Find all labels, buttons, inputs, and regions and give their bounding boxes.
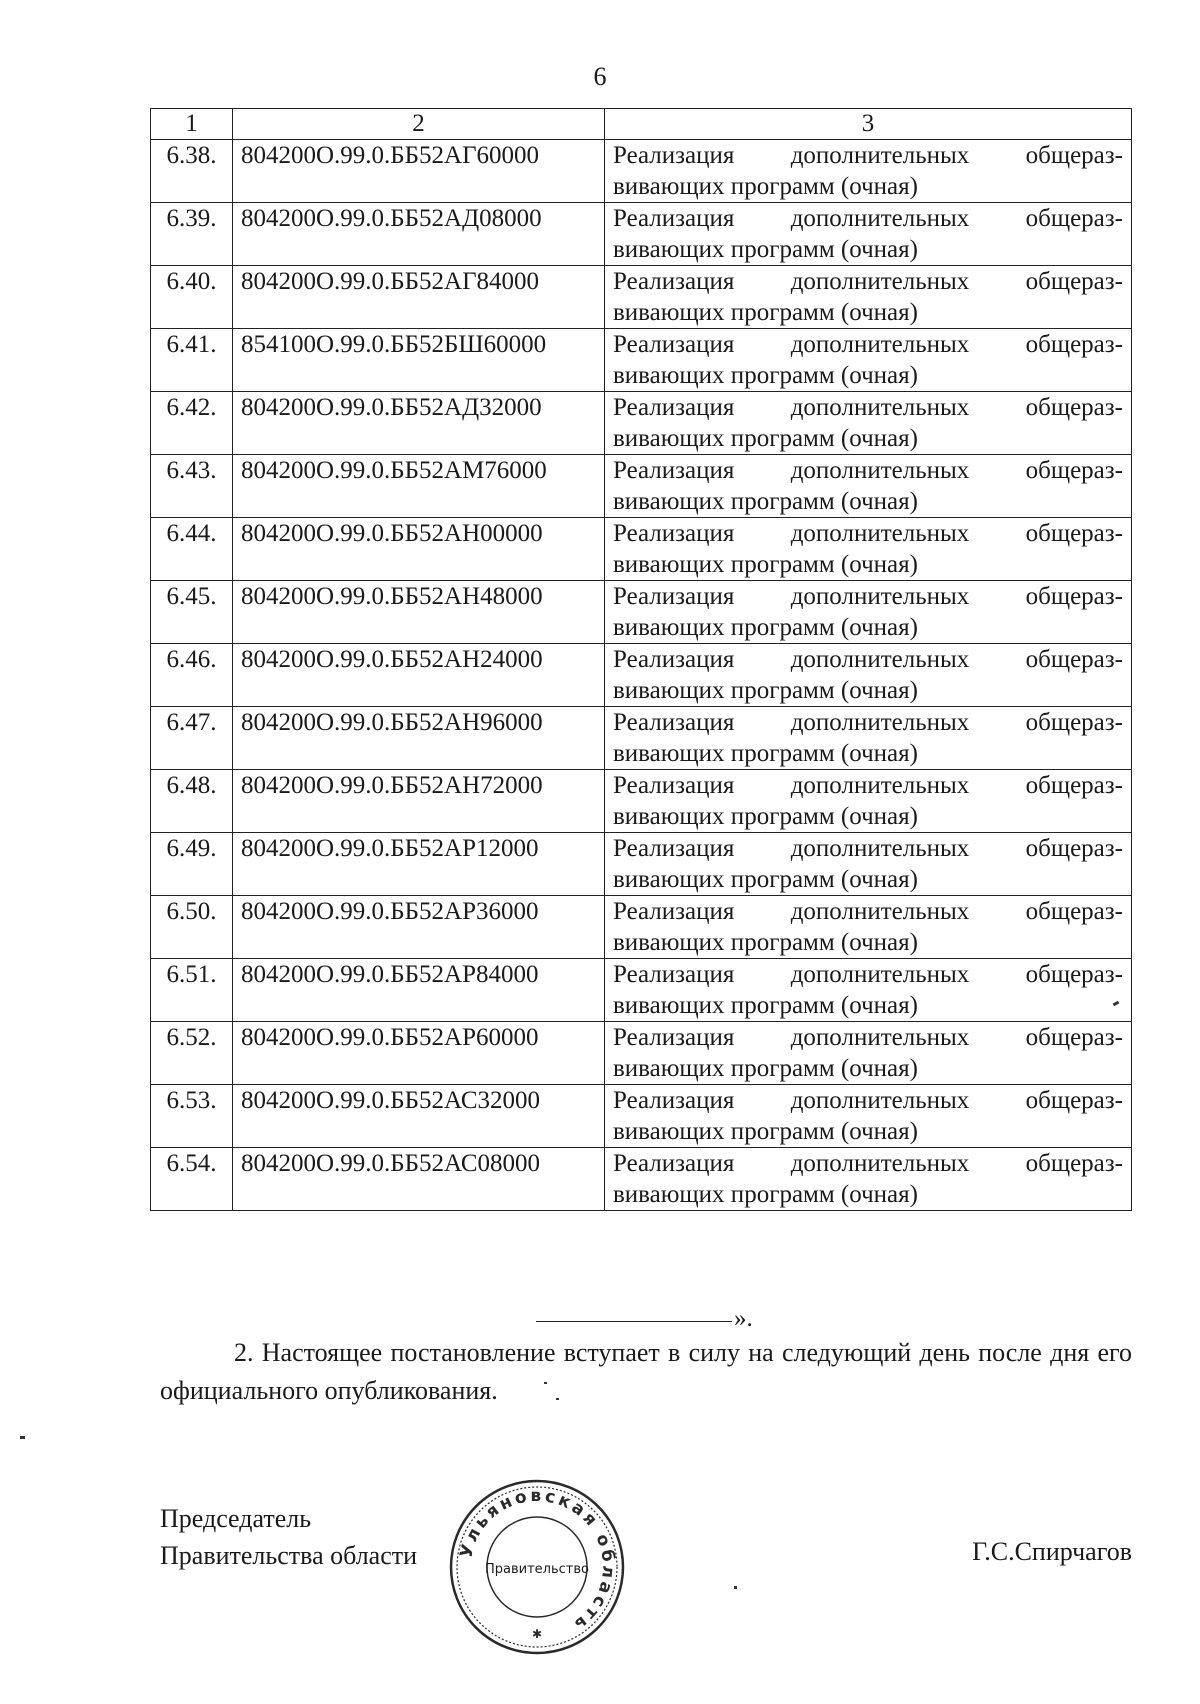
description-line1 [613, 770, 1123, 801]
row-number: 6.41. [151, 329, 233, 392]
description-word: Реализация [613, 1150, 735, 1177]
row-number: 6.43. [151, 455, 233, 518]
row-code: 804200О.99.0.ББ52АН00000 [233, 518, 605, 581]
table-row [151, 329, 1132, 392]
description-line1 [613, 1085, 1123, 1116]
description-word: Реализация [613, 331, 735, 358]
description-word: Реализация [613, 394, 735, 421]
effective-date-paragraph: 2. Настоящее постановление вступает в силу на следующий день после дня его официального опубликования. [160, 1338, 1132, 1405]
description-word: Реализация [613, 835, 735, 862]
description-word: Реализация [613, 205, 735, 232]
description-word: дополнительных [790, 142, 970, 169]
row-number: 6.39. [151, 203, 233, 266]
row-description [605, 1148, 1132, 1211]
table-row [151, 1148, 1132, 1211]
description-word: общераз- [1025, 142, 1123, 169]
row-code: 804200О.99.0.ББ52АР36000 [233, 896, 605, 959]
description-word: общераз- [1025, 772, 1123, 799]
row-description [605, 581, 1132, 644]
row-description [605, 707, 1132, 770]
row-code: 804200О.99.0.ББ52АР84000 [233, 959, 605, 1022]
closing-rule [536, 1321, 732, 1322]
scan-speck [20, 1436, 25, 1439]
row-code: 804200О.99.0.ББ52АД08000 [233, 203, 605, 266]
description-word: общераз- [1025, 1087, 1123, 1114]
row-description [605, 1085, 1132, 1148]
row-code: 804200О.99.0.ББ52АГ60000 [233, 140, 605, 203]
row-number: 6.52. [151, 1022, 233, 1085]
row-code: 804200О.99.0.ББ52АС08000 [233, 1148, 605, 1211]
description-word: дополнительных [790, 583, 970, 610]
description-line2: вивающих программ (очная) [613, 614, 918, 641]
table-row [151, 140, 1132, 203]
description-word: дополнительных [790, 898, 970, 925]
description-word: дополнительных [790, 772, 970, 799]
row-number: 6.45. [151, 581, 233, 644]
description-word: общераз- [1025, 331, 1123, 358]
description-word: общераз- [1025, 520, 1123, 547]
row-number: 6.51. [151, 959, 233, 1022]
closing-quote [536, 1305, 753, 1333]
codes-table [150, 108, 1132, 1211]
row-description [605, 644, 1132, 707]
table-row [151, 1022, 1132, 1085]
description-line2: вивающих программ (очная) [613, 740, 918, 767]
seal-star-icon: ✱ [531, 1627, 543, 1641]
row-description [605, 392, 1132, 455]
row-code: 804200О.99.0.ББ52АД32000 [233, 392, 605, 455]
table-row [151, 392, 1132, 455]
description-word: Реализация [613, 898, 735, 925]
row-code: 804200О.99.0.ББ52АН72000 [233, 770, 605, 833]
row-description [605, 1022, 1132, 1085]
row-description [605, 203, 1132, 266]
description-line2: вивающих программ (очная) [613, 299, 918, 326]
description-word: дополнительных [790, 1087, 970, 1114]
description-line1 [613, 329, 1123, 360]
row-code: 804200О.99.0.ББ52АС32000 [233, 1085, 605, 1148]
row-description [605, 329, 1132, 392]
table-row [151, 833, 1132, 896]
seal-center-text: Правительство [485, 1562, 589, 1577]
description-word: дополнительных [790, 961, 970, 988]
signatory-title [160, 1500, 417, 1574]
seal-outer-text: Ульяновская область [456, 1485, 619, 1636]
row-description [605, 266, 1132, 329]
description-word: общераз- [1025, 709, 1123, 736]
row-description [605, 518, 1132, 581]
scan-speck [544, 1382, 547, 1384]
description-word: дополнительных [790, 835, 970, 862]
row-code: 804200О.99.0.ББ52АМ76000 [233, 455, 605, 518]
description-word: Реализация [613, 457, 735, 484]
row-description [605, 455, 1132, 518]
description-word: Реализация [613, 709, 735, 736]
description-word: дополнительных [790, 1024, 970, 1051]
scan-speck [556, 1398, 559, 1400]
page-number: 6 [593, 62, 607, 91]
table-row [151, 1085, 1132, 1148]
description-word: дополнительных [790, 457, 970, 484]
description-word: общераз- [1025, 394, 1123, 421]
description-line2: вивающих программ (очная) [613, 803, 918, 830]
row-number: 6.40. [151, 266, 233, 329]
table-header-row [151, 109, 1132, 140]
header-col-1: 1 [151, 109, 233, 140]
description-line2: вивающих программ (очная) [613, 362, 918, 389]
description-line1 [613, 392, 1123, 423]
description-line1 [613, 833, 1123, 864]
table-row [151, 644, 1132, 707]
row-code: 804200О.99.0.ББ52АГ84000 [233, 266, 605, 329]
row-code: 854100О.99.0.ББ52БШ60000 [233, 329, 605, 392]
table-body [151, 140, 1132, 1211]
description-line1 [613, 1022, 1123, 1053]
row-number: 6.44. [151, 518, 233, 581]
description-word: дополнительных [790, 205, 970, 232]
row-number: 6.47. [151, 707, 233, 770]
row-code: 804200О.99.0.ББ52АН24000 [233, 644, 605, 707]
row-number: 6.48. [151, 770, 233, 833]
description-line1 [613, 896, 1123, 927]
signatory-name: Г.С.Спирчагов [972, 1537, 1132, 1566]
row-number: 6.49. [151, 833, 233, 896]
description-line1 [613, 455, 1123, 486]
description-line2: вивающих программ (очная) [613, 488, 918, 515]
table-row [151, 959, 1132, 1022]
description-word: общераз- [1025, 646, 1123, 673]
row-number: 6.42. [151, 392, 233, 455]
description-line1 [613, 266, 1123, 297]
description-word: Реализация [613, 583, 735, 610]
description-word: Реализация [613, 268, 735, 295]
description-word: Реализация [613, 1024, 735, 1051]
description-word: общераз- [1025, 268, 1123, 295]
description-line2: вивающих программ (очная) [613, 992, 918, 1019]
description-word: общераз- [1025, 583, 1123, 610]
row-description [605, 833, 1132, 896]
row-number: 6.46. [151, 644, 233, 707]
table-row [151, 203, 1132, 266]
description-word: общераз- [1025, 961, 1123, 988]
row-description [605, 770, 1132, 833]
table-row [151, 266, 1132, 329]
description-line1 [613, 1148, 1123, 1179]
table-row [151, 455, 1132, 518]
description-word: Реализация [613, 142, 735, 169]
description-word: дополнительных [790, 1150, 970, 1177]
description-word: общераз- [1025, 1024, 1123, 1051]
description-word: дополнительных [790, 331, 970, 358]
closing-mark: ». [734, 1305, 753, 1332]
description-word: дополнительных [790, 520, 970, 547]
description-line2: вивающих программ (очная) [613, 929, 918, 956]
description-line2: вивающих программ (очная) [613, 1118, 918, 1145]
official-seal [448, 1478, 626, 1656]
scan-speck [734, 1586, 737, 1589]
description-line2: вивающих программ (очная) [613, 425, 918, 452]
row-number: 6.53. [151, 1085, 233, 1148]
signatory-title-line1: Председатель [160, 1504, 312, 1533]
description-line2: вивающих программ (очная) [613, 1055, 918, 1082]
header-col-2: 2 [233, 109, 605, 140]
description-line1 [613, 581, 1123, 612]
description-line1 [613, 140, 1123, 171]
row-code: 804200О.99.0.ББ52АН48000 [233, 581, 605, 644]
table-row [151, 707, 1132, 770]
description-word: общераз- [1025, 205, 1123, 232]
description-word: Реализация [613, 961, 735, 988]
description-word: дополнительных [790, 646, 970, 673]
description-line2: вивающих программ (очная) [613, 236, 918, 263]
description-line2: вивающих программ (очная) [613, 173, 918, 200]
row-code: 804200О.99.0.ББ52АР60000 [233, 1022, 605, 1085]
description-word: Реализация [613, 646, 735, 673]
header-col-3: 3 [605, 109, 1132, 140]
description-line1 [613, 959, 1123, 990]
description-line2: вивающих программ (очная) [613, 677, 918, 704]
description-word: дополнительных [790, 268, 970, 295]
table-row [151, 770, 1132, 833]
row-code: 804200О.99.0.ББ52АР12000 [233, 833, 605, 896]
description-word: дополнительных [790, 709, 970, 736]
description-word: Реализация [613, 1087, 735, 1114]
row-description [605, 140, 1132, 203]
description-word: общераз- [1025, 1150, 1123, 1177]
signatory-title-line2: Правительства области [160, 1541, 418, 1570]
row-code: 804200О.99.0.ББ52АН96000 [233, 707, 605, 770]
row-number: 6.50. [151, 896, 233, 959]
table-row [151, 581, 1132, 644]
description-word: общераз- [1025, 835, 1123, 862]
description-word: общераз- [1025, 898, 1123, 925]
description-line1 [613, 518, 1123, 549]
description-word: общераз- [1025, 457, 1123, 484]
row-number: 6.38. [151, 140, 233, 203]
description-line2: вивающих программ (очная) [613, 1181, 918, 1208]
description-word: Реализация [613, 520, 735, 547]
row-description [605, 959, 1132, 1022]
row-number: 6.54. [151, 1148, 233, 1211]
description-line1 [613, 203, 1123, 234]
row-description [605, 896, 1132, 959]
description-line2: вивающих программ (очная) [613, 551, 918, 578]
description-word: Реализация [613, 772, 735, 799]
description-word: дополнительных [790, 394, 970, 421]
table-row [151, 518, 1132, 581]
description-line1 [613, 644, 1123, 675]
description-line2: вивающих программ (очная) [613, 866, 918, 893]
description-line1 [613, 707, 1123, 738]
table-row [151, 896, 1132, 959]
